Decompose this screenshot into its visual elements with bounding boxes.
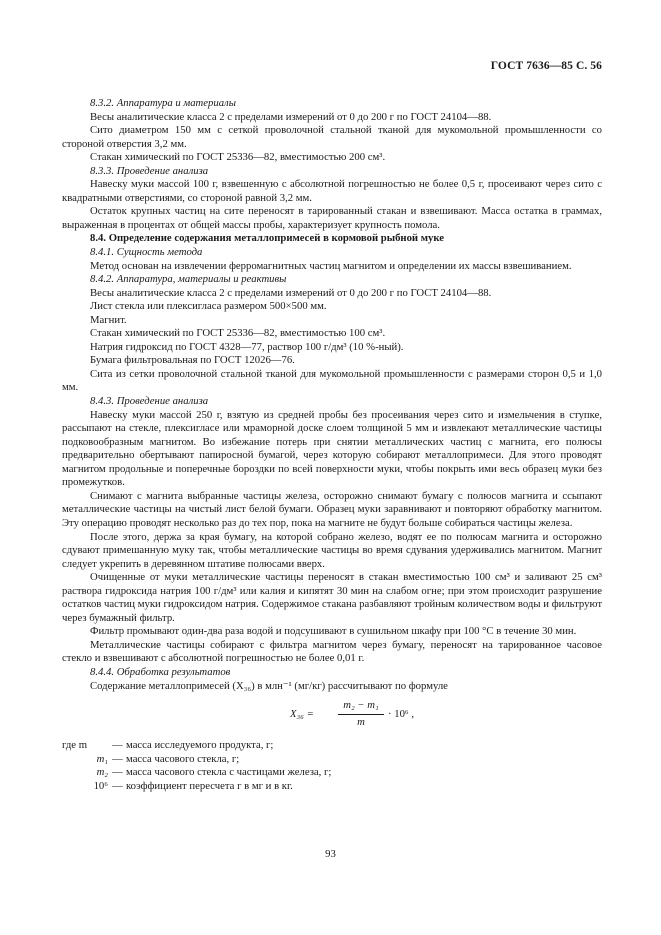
formula-denominator: m — [357, 715, 365, 728]
paragraph: Навеску муки массой 250 г, взятую из средней пробы без просеивания через сито и измельчения в ступке, рассыпают на стекле, плексигласе или мраморной доске слоем толщиной 5 мм и извлекают металлические частицы подковообразным магнитом. Во избежание потерь при снятии металлических частиц с магнита, его полюсы предварительно обертывают папиросной бумагой, через которую собирают металлопримеси. Для этого проводят магнитом продольные и поперечные бороздки по всей поверхности муки, чтобы покрыть ими весь образец муки без промежутков. — [62, 408, 602, 489]
paragraph: Лист стекла или плексигласа размером 500×500 мм. — [90, 300, 327, 313]
legend-symbol: m₁ — [96, 752, 108, 765]
formula-fraction — [338, 699, 384, 729]
paragraph: Весы аналитические класса 2 с пределами измерений от 0 до 200 г по ГОСТ 24104—88. — [90, 110, 492, 123]
paragraph: Натрия гидроксид по ГОСТ 4328—77, раствор 100 г/дм³ (10 %-ный). — [90, 340, 404, 353]
section-heading: 8.4.1. Сущность метода — [90, 246, 203, 259]
paragraph: После этого, держа за края бумагу, на которой собрано железо, водят ее по полюсам магнита и осторожно сдувают примешанную муку так, чтобы металлические частицы во время сдувания удерживались магнитом. Магнит следует укрепить в деревянном штативе полюсами вверх. — [62, 530, 602, 570]
paragraph: Фильтр промывают один-два раза водой и подсушивают в сушильном шкафу при 100 °С в течение 30 мин. — [90, 625, 577, 638]
section-heading: 8.4.2. Аппаратура, материалы и реактивы — [90, 273, 287, 286]
legend-description: масса исследуемого продукта, г; — [126, 739, 274, 752]
paragraph: Содержание металлопримесей (X₃₆) в млн⁻¹ (мг/кг) рассчитывают по формуле — [90, 679, 448, 692]
paragraph: Метод основан на извлечении ферромагнитных частиц магнитом и определении их массы взвешиванием. — [90, 259, 572, 272]
legend-description: масса часового стекла с частицами железа, г; — [126, 766, 332, 779]
section-heading: 8.4.3. Проведение анализа — [90, 395, 209, 408]
legend-dash: — — [112, 752, 123, 765]
legend-dash: — — [112, 766, 123, 779]
legend-dash: — — [112, 779, 123, 792]
section-heading: 8.3.2. Аппаратура и материалы — [90, 97, 236, 109]
legend-row — [62, 766, 602, 780]
paragraph: Сита из сетки проволочной стальной тканой для мукомольной промышленности с размерами сторон 0,5 и 1,0 мм. — [62, 367, 602, 394]
legend-description: масса часового стекла, г; — [126, 752, 240, 765]
document-body — [62, 97, 602, 793]
legend-row — [62, 739, 602, 753]
paragraph: Очищенные от муки металлические частицы переносят в стакан вместимостью 100 см³ и заливают 25 см³ раствора гидроксида натрия 100 г/дм³ или калия и кипятят 30 мин на слабом огне; при этом происходит разрушение остатков частиц муки гидроксидом натрия. Содержимое стакана разбавляют тройным количеством воды и фильтруют через бумажный фильтр. — [62, 571, 602, 624]
section-heading: 8.3.3. Проведение анализа — [90, 164, 209, 177]
formula-numerator: m₂ − m₁ — [338, 699, 384, 715]
legend-symbol: m₂ — [96, 766, 108, 779]
formula-lhs: X₃₆ = — [290, 708, 314, 721]
legend-row — [62, 780, 602, 794]
section-title: 8.4. Определение содержания металлопримесей в кормовой рыбной муке — [90, 232, 445, 245]
formula-rhs: · 10⁶ , — [388, 708, 414, 721]
paragraph: Магнит. — [90, 313, 127, 326]
paragraph: Снимают с магнита выбранные частицы железа, осторожно снимают бумагу с полюсов магнита и ссыпают металлические частицы на чистый лист белой бумаги. Образец муки заравнивают и повторяют обработку магнитом. Эту операцию проводят несколько раз до тех пор, пока на магните не будут больше собираться частицы железа. — [62, 489, 602, 529]
legend-dash: — — [112, 739, 123, 752]
formula — [62, 699, 602, 733]
legend-symbol: 10⁶ — [93, 779, 108, 792]
paragraph: Весы аналитические класса 2 с пределами измерений от 0 до 200 г по ГОСТ 24104—88. — [90, 286, 492, 299]
paragraph: Остаток крупных частиц на сите переносят в тарированный стакан и взвешивают. Масса остатка в граммах, выраженная в процентах от общей массы пробы, характеризует крупность помола. — [62, 205, 602, 231]
legend-symbol: где m — [62, 739, 88, 752]
legend-row — [62, 753, 602, 767]
legend-description: коэффициент пересчета г в мг и в кг. — [126, 779, 293, 792]
paragraph: Металлические частицы собирают с фильтра магнитом через бумагу, переносят на тарированное часовое стекло и взвешивают с абсолютной погрешностью не более 0,01 г. — [62, 638, 602, 665]
paragraph: Навеску муки массой 100 г, взвешенную с абсолютной погрешностью не более 0,5 г, просеивают через сито с квадратными отверстиями, со стороной равной 3,2 мм. — [62, 178, 602, 204]
page-header: ГОСТ 7636—85 С. 56 — [490, 60, 602, 72]
paragraph: Стакан химический по ГОСТ 25336—82, вместимостью 100 см³. — [90, 327, 386, 340]
paragraph: Сито диаметром 150 мм с сеткой проволочной стальной тканой для мукомольной промышленности со стороной отверстия 3,2 мм. — [62, 124, 602, 150]
paragraph: Стакан химический по ГОСТ 25336—82, вместимостью 200 см³. — [90, 151, 386, 164]
paragraph: Бумага фильтровальная по ГОСТ 12026—76. — [90, 354, 295, 367]
section-heading: 8.4.4. Обработка результатов — [90, 665, 231, 678]
page-number: 93 — [325, 848, 336, 860]
